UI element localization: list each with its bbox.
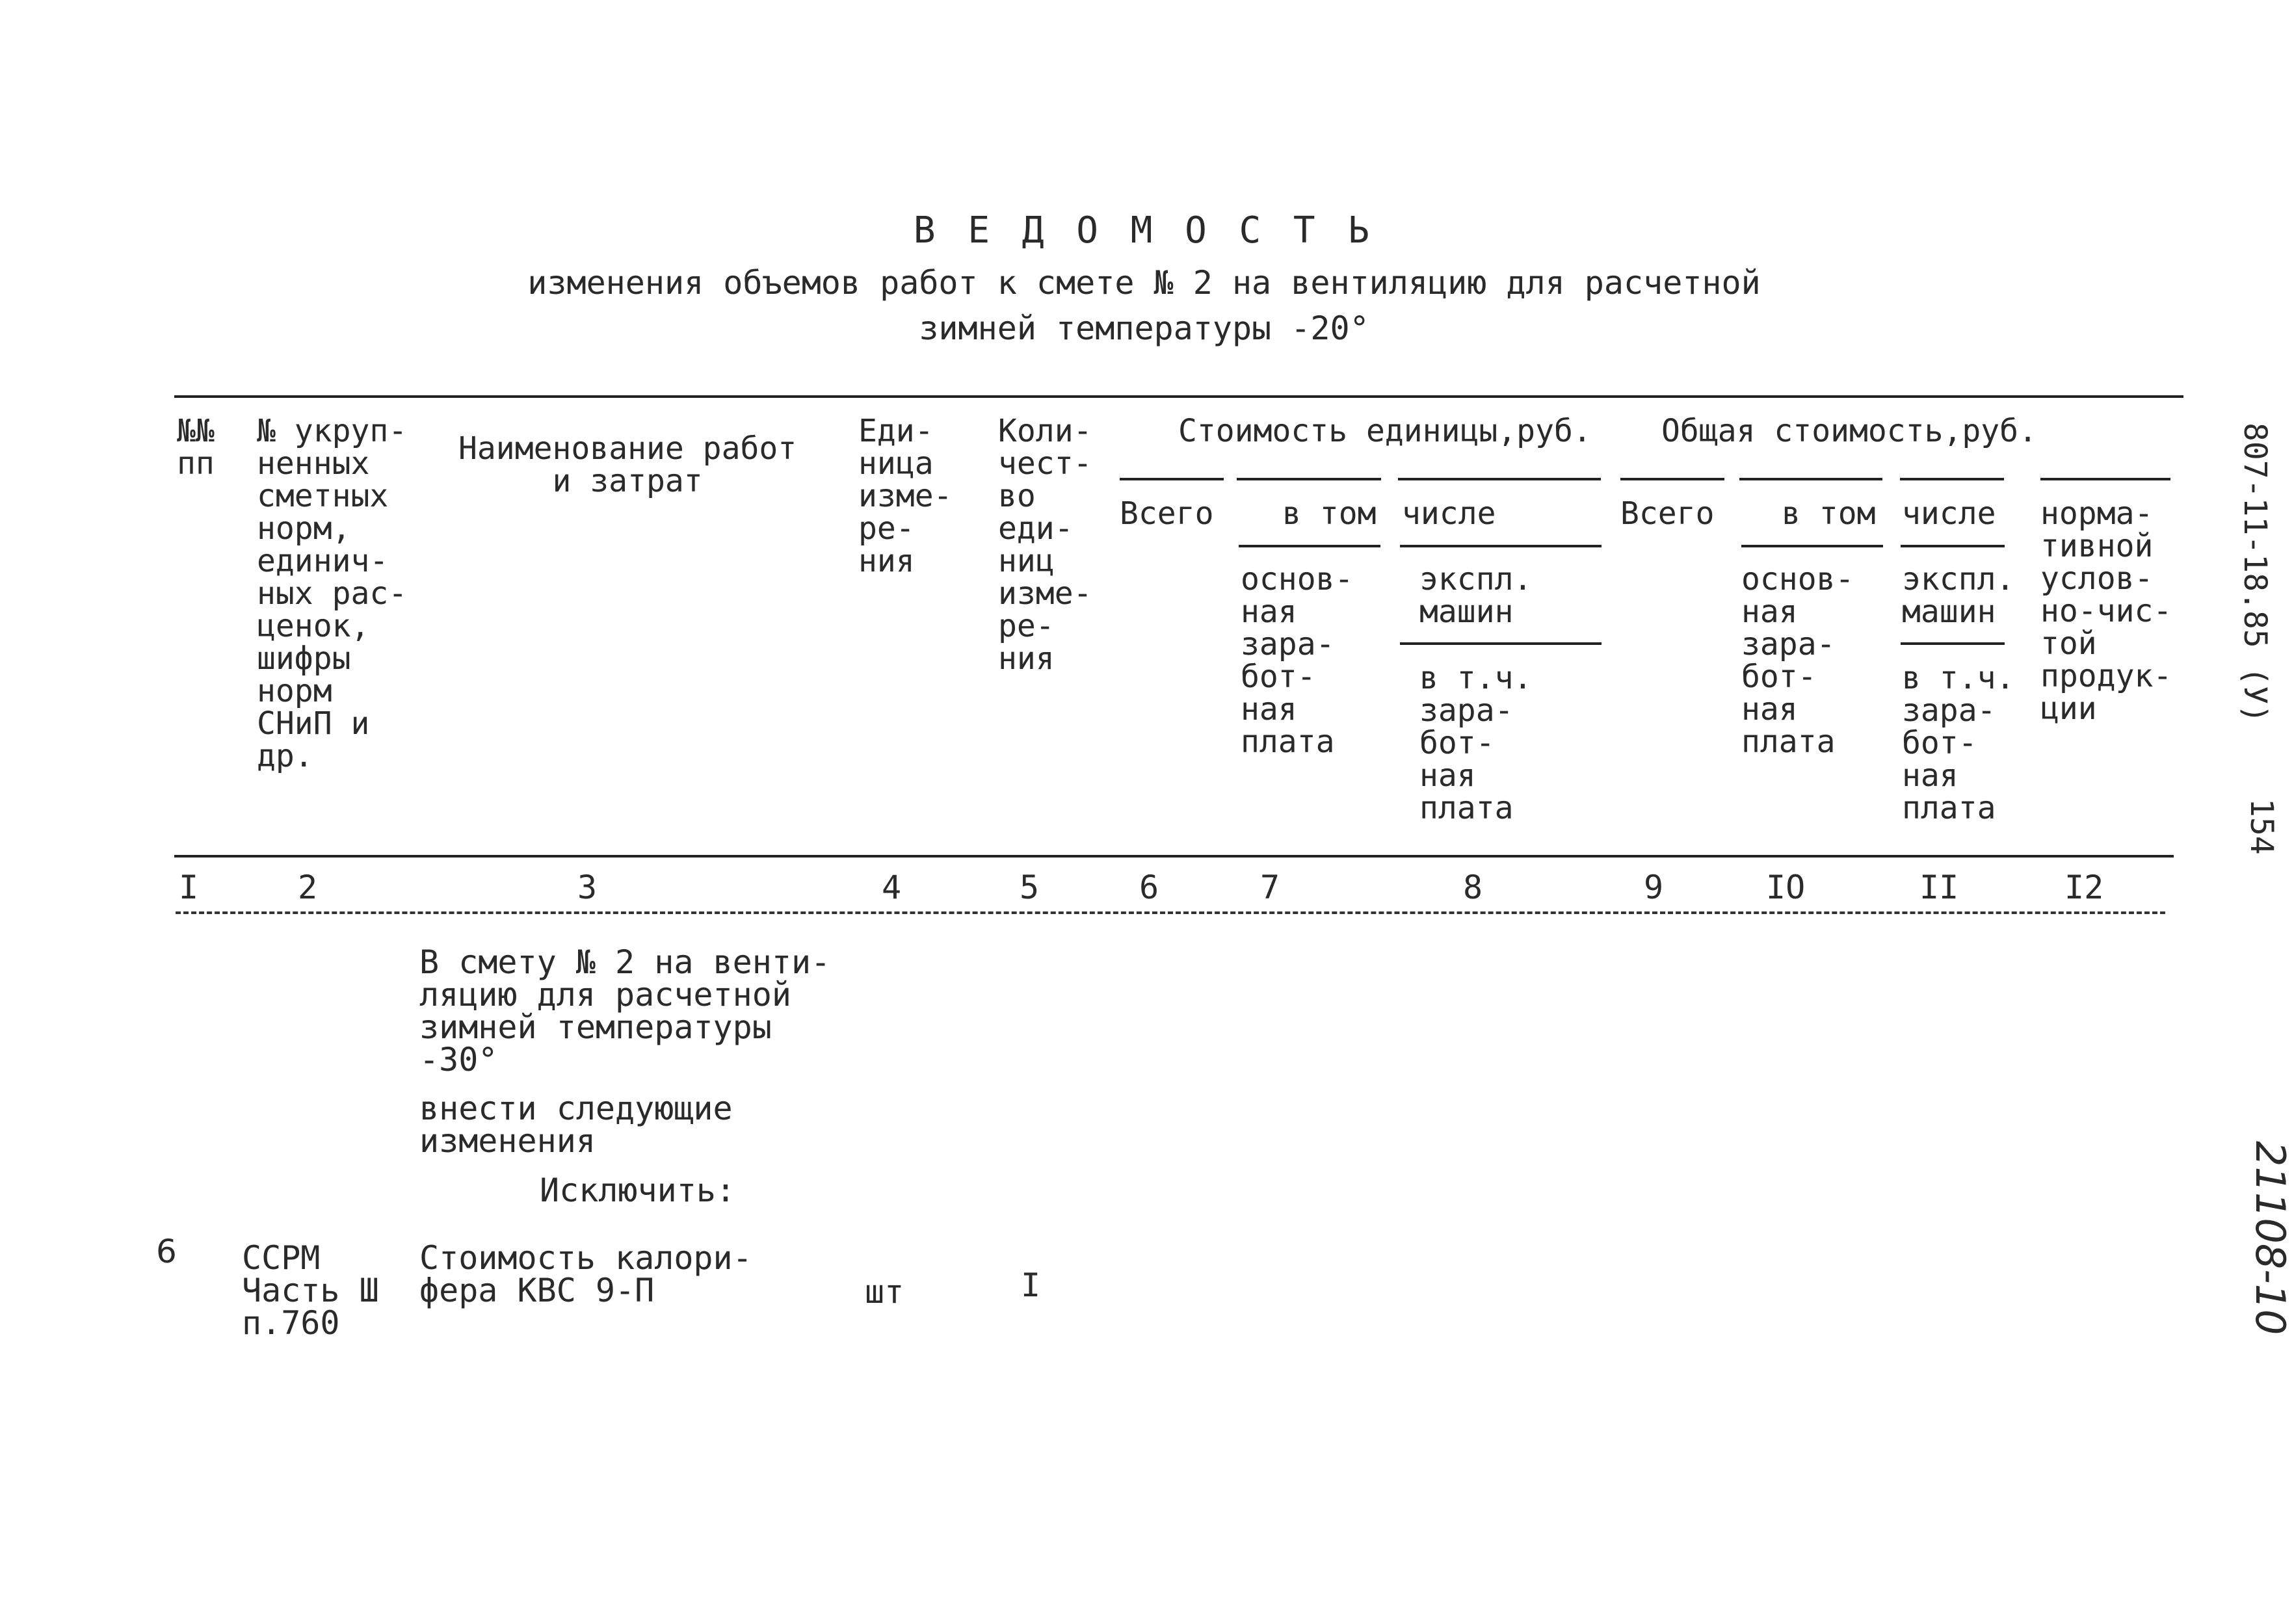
rule-sub3 [1400,642,1602,645]
header-col-work-name: Наименование работ и затрат [458,430,797,499]
header-col-number: №№ пп [177,413,215,482]
column-number: I2 [2064,869,2104,906]
column-number: 3 [577,869,598,906]
margin-handwritten-number: 21108-10 [2247,1141,2294,1335]
rule-sub2 [1741,545,1883,547]
header-total-machines: экспл. машин [1902,561,2015,630]
column-number: 7 [1260,869,1280,906]
header-normative-product: норма- тивной услов- но-чис- той продук- ции [2040,495,2172,727]
body-intro-changes: внести следующие изменения [419,1090,733,1160]
header-total-including: в том [1782,495,1876,532]
column-number: IO [1766,869,1806,906]
document-title: В Е Д О М О С Т Ь [913,209,1375,252]
header-col-unit: Еди- ница изме- ре- ния [858,413,953,579]
rule-sub [1620,478,1724,480]
header-unit-including: в том [1282,495,1377,532]
rule-sub2 [1901,545,2005,547]
margin-page-number: 154 [2243,798,2280,855]
body-exclude-heading: Исключить: [540,1172,736,1209]
column-number: 8 [1463,869,1483,906]
column-number: I [179,869,199,906]
table-header-bottom-rule [174,855,2174,858]
rule-sub [1398,478,1601,480]
header-col-quantity: Коли- чест- во еди- ниц изме- ре- ния [998,413,1092,677]
row-unit: шт [865,1273,904,1311]
header-unit-cost: Стоимость единицы,руб. [1178,413,1592,449]
rule-sub3 [1901,642,2005,645]
column-number-underline [176,911,2165,914]
document-subtitle-temperature: зимней температуры -20° [919,309,1369,347]
column-number: 5 [1020,869,1040,906]
margin-document-code: 807-11-18.85 (У) [2237,423,2273,724]
header-total-machine-salary: в т.ч. зара- бот- ная плата [1902,660,2015,826]
row-work-name: Стоимость калори- фера КВС 9-П [419,1239,752,1309]
row-number: 6 [156,1233,177,1270]
rule-sub2 [1239,545,1380,547]
header-unit-machines: экспл. машин [1419,561,1533,630]
header-total-cost: Общая стоимость,руб. [1661,413,2037,449]
table-top-rule [174,395,2183,398]
body-intro: В смету № 2 на венти- ляцию для расчетной зимней температуры -30° [419,943,831,1079]
column-number: 6 [1139,869,1159,906]
rule-sub [1739,478,1882,480]
rule-sub [2040,478,2170,480]
column-number: 2 [298,869,318,906]
header-unit-including-2: числе [1402,495,1496,532]
rule-sub2 [1400,545,1602,547]
header-total-including-2: числе [1902,495,1996,532]
rule-sub [1120,478,1224,480]
header-unit-base-salary: основ- ная зара- бот- ная плата [1241,561,1354,760]
row-norm-code: ССРМ Часть Ш п.760 [242,1239,379,1342]
header-unit-machine-salary: в т.ч. зара- бот- ная плата [1419,660,1533,826]
column-number: 9 [1644,869,1664,906]
header-col-norm-code: № укруп- ненных сметных норм, единич- ных рас- ценок, шифры норм СНиП и др. [257,413,408,774]
header-total-base-salary: основ- ная зара- бот- ная плата [1741,561,1854,760]
document-subtitle: изменения объемов работ к смете № 2 на вентиляцию для расчетной [527,264,1761,302]
rule-sub [1237,478,1381,480]
column-number: II [1919,869,1959,906]
header-unit-total: Всего [1120,495,1214,532]
rule-sub [1900,478,2004,480]
header-total-total: Всего [1620,495,1715,532]
column-number: 4 [882,869,902,906]
row-quantity: I [1021,1266,1041,1304]
